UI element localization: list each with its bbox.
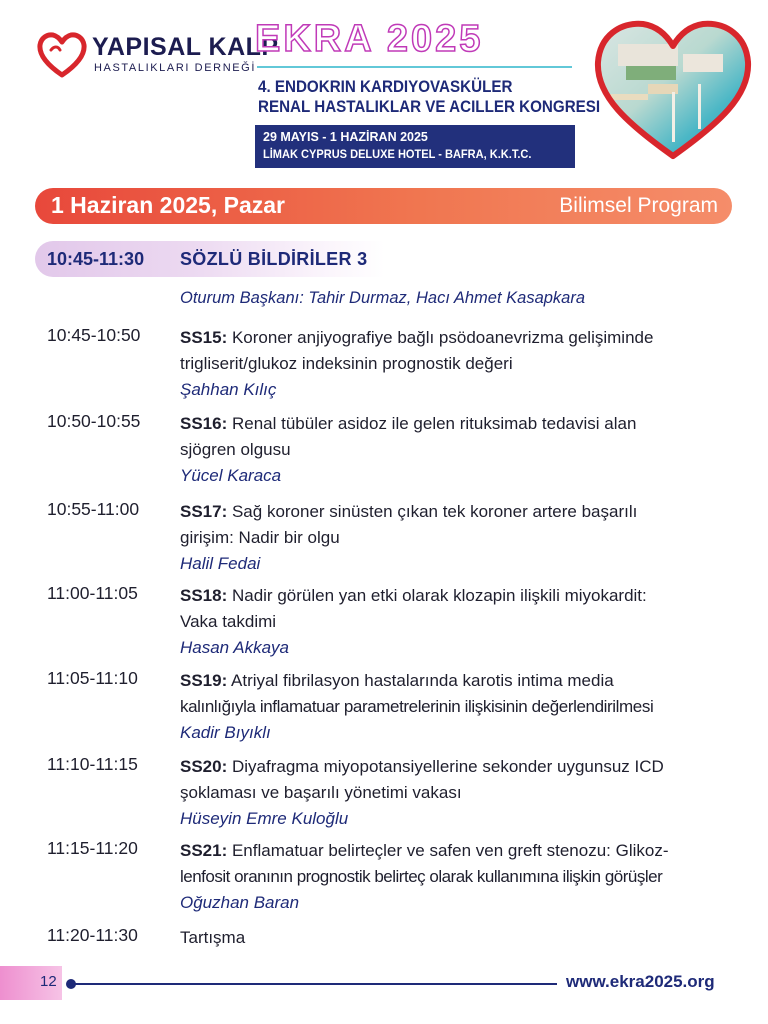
date-banner [35, 188, 732, 224]
association-name: YAPISAL KALP [92, 33, 279, 61]
entry-time: 10:50-10:55 [47, 411, 141, 431]
entry-code: SS20: [180, 757, 228, 776]
entry-title-text: Diyafragma miyopotansiyellerine sekonder uygunsuz ICD [227, 757, 664, 776]
entry-title-line2: Vaka takdimi [180, 612, 277, 631]
title-divider [257, 66, 572, 68]
entry-title-text: Sağ koroner sinüsten çıkan tek koroner artere başarılı [227, 502, 638, 521]
session-title: SÖZLÜ BİLDİRİLER 3 [180, 249, 368, 269]
entry-body [180, 668, 730, 746]
entry-code: SS21: [180, 841, 228, 860]
association-subtitle: HASTALIKLARI DERNEĞİ [94, 62, 256, 74]
entry-author: Hasan Akkaya [180, 638, 289, 657]
entry-code: SS15: [180, 328, 228, 347]
website-link[interactable]: www.ekra2025.org [566, 972, 715, 991]
entry-time: 11:20-11:30 [47, 925, 138, 945]
entry-body [180, 499, 730, 577]
entry-title-line1 [180, 411, 730, 437]
entry-author: Oğuzhan Baran [180, 893, 300, 912]
entry-body [180, 754, 730, 832]
entry-author: Şahhan Kılıç [180, 380, 277, 399]
entry-title-text: Koroner anjiyografiye bağlı psödoanevrizma gelişiminde [227, 328, 654, 347]
entry-author: Kadir Bıyıklı [180, 723, 271, 742]
entry-title-line2: kalınlığıyla inflamatuar parametrelerinin ilişkisinin değerlendirilmesi [180, 697, 654, 716]
entry-title-line1 [180, 325, 730, 351]
session-chairs: Oturum Başkanı: Tahir Durmaz, Hacı Ahmet Kasapkara [180, 289, 586, 307]
heart-resort-illustration [588, 14, 758, 164]
page-number: 12 [40, 973, 57, 990]
entry-title-text: Renal tübüler asidoz ile gelen rituksimab tedavisi alan [227, 414, 637, 433]
event-title: EKRA 2025 [255, 18, 484, 60]
congress-name [258, 77, 601, 117]
entry-time: 11:15-11:20 [47, 838, 138, 858]
entry-title-line2: trigliserit/glukoz indeksinin prognostik değeri [180, 354, 513, 373]
entry-title-text: Enflamatuar belirteçler ve safen ven greft stenozu: Glikoz- [227, 841, 669, 860]
entry-author: Hüseyin Emre Kuloğlu [180, 809, 349, 828]
entry-title-line1 [180, 668, 730, 694]
discussion-label: Tartışma [180, 928, 246, 947]
entry-title-line1 [180, 499, 730, 525]
entry-time: 11:10-11:15 [47, 754, 138, 774]
heart-logo-icon [36, 32, 88, 78]
entry-code: SS17: [180, 502, 228, 521]
dates-venue-box [255, 125, 575, 168]
entry-body [180, 325, 730, 403]
entry-body [180, 925, 730, 951]
entry-title-text: Nadir görülen yan etki olarak klozapin ilişkili miyokardit: [227, 586, 647, 605]
entry-code: SS19: [180, 671, 228, 690]
entry-code: SS16: [180, 414, 228, 433]
entry-title-text: Atriyal fibrilasyon hastalarında karotis intima media [227, 671, 614, 690]
entry-title-line1 [180, 754, 730, 780]
entry-title-line1 [180, 583, 730, 609]
entry-time: 10:45-10:50 [47, 325, 141, 345]
entry-time: 11:05-11:10 [47, 668, 138, 688]
program-label: Bilimsel Program [559, 194, 718, 217]
entry-body [180, 411, 730, 489]
entry-title-line2: sjögren olgusu [180, 440, 291, 459]
entry-title-line2: lenfosit oranının prognostik belirteç olarak kullanımına ilişkin görüşler [180, 867, 663, 886]
entry-title-line2: girişim: Nadir bir olgu [180, 528, 340, 547]
footer-divider [72, 983, 557, 985]
entry-author: Halil Fedai [180, 554, 261, 573]
congress-name-line2: RENAL HASTALIKLAR VE ACILLER KONGRESI [258, 98, 601, 116]
entry-time: 10:55-11:00 [47, 499, 140, 519]
program-date: 1 Haziran 2025, Pazar [51, 192, 285, 218]
entry-code: SS18: [180, 586, 228, 605]
entry-body [180, 838, 730, 916]
entry-body [180, 583, 730, 661]
entry-time: 11:00-11:05 [47, 583, 138, 603]
entry-title-line1 [180, 838, 730, 864]
congress-name-line1: 4. ENDOKRIN KARDIYOVASKÜLER [258, 78, 513, 96]
entry-author: Yücel Karaca [180, 466, 282, 485]
event-venue: LİMAK CYPRUS DELUXE HOTEL - BAFRA, K.K.T.C. [263, 147, 532, 161]
entry-title-line2: şoklaması ve başarılı yönetimi vakası [180, 783, 462, 802]
association-logo [36, 30, 279, 80]
event-dates: 29 MAYIS - 1 HAZİRAN 2025 [263, 130, 428, 144]
session-time: 10:45-11:30 [47, 249, 145, 269]
